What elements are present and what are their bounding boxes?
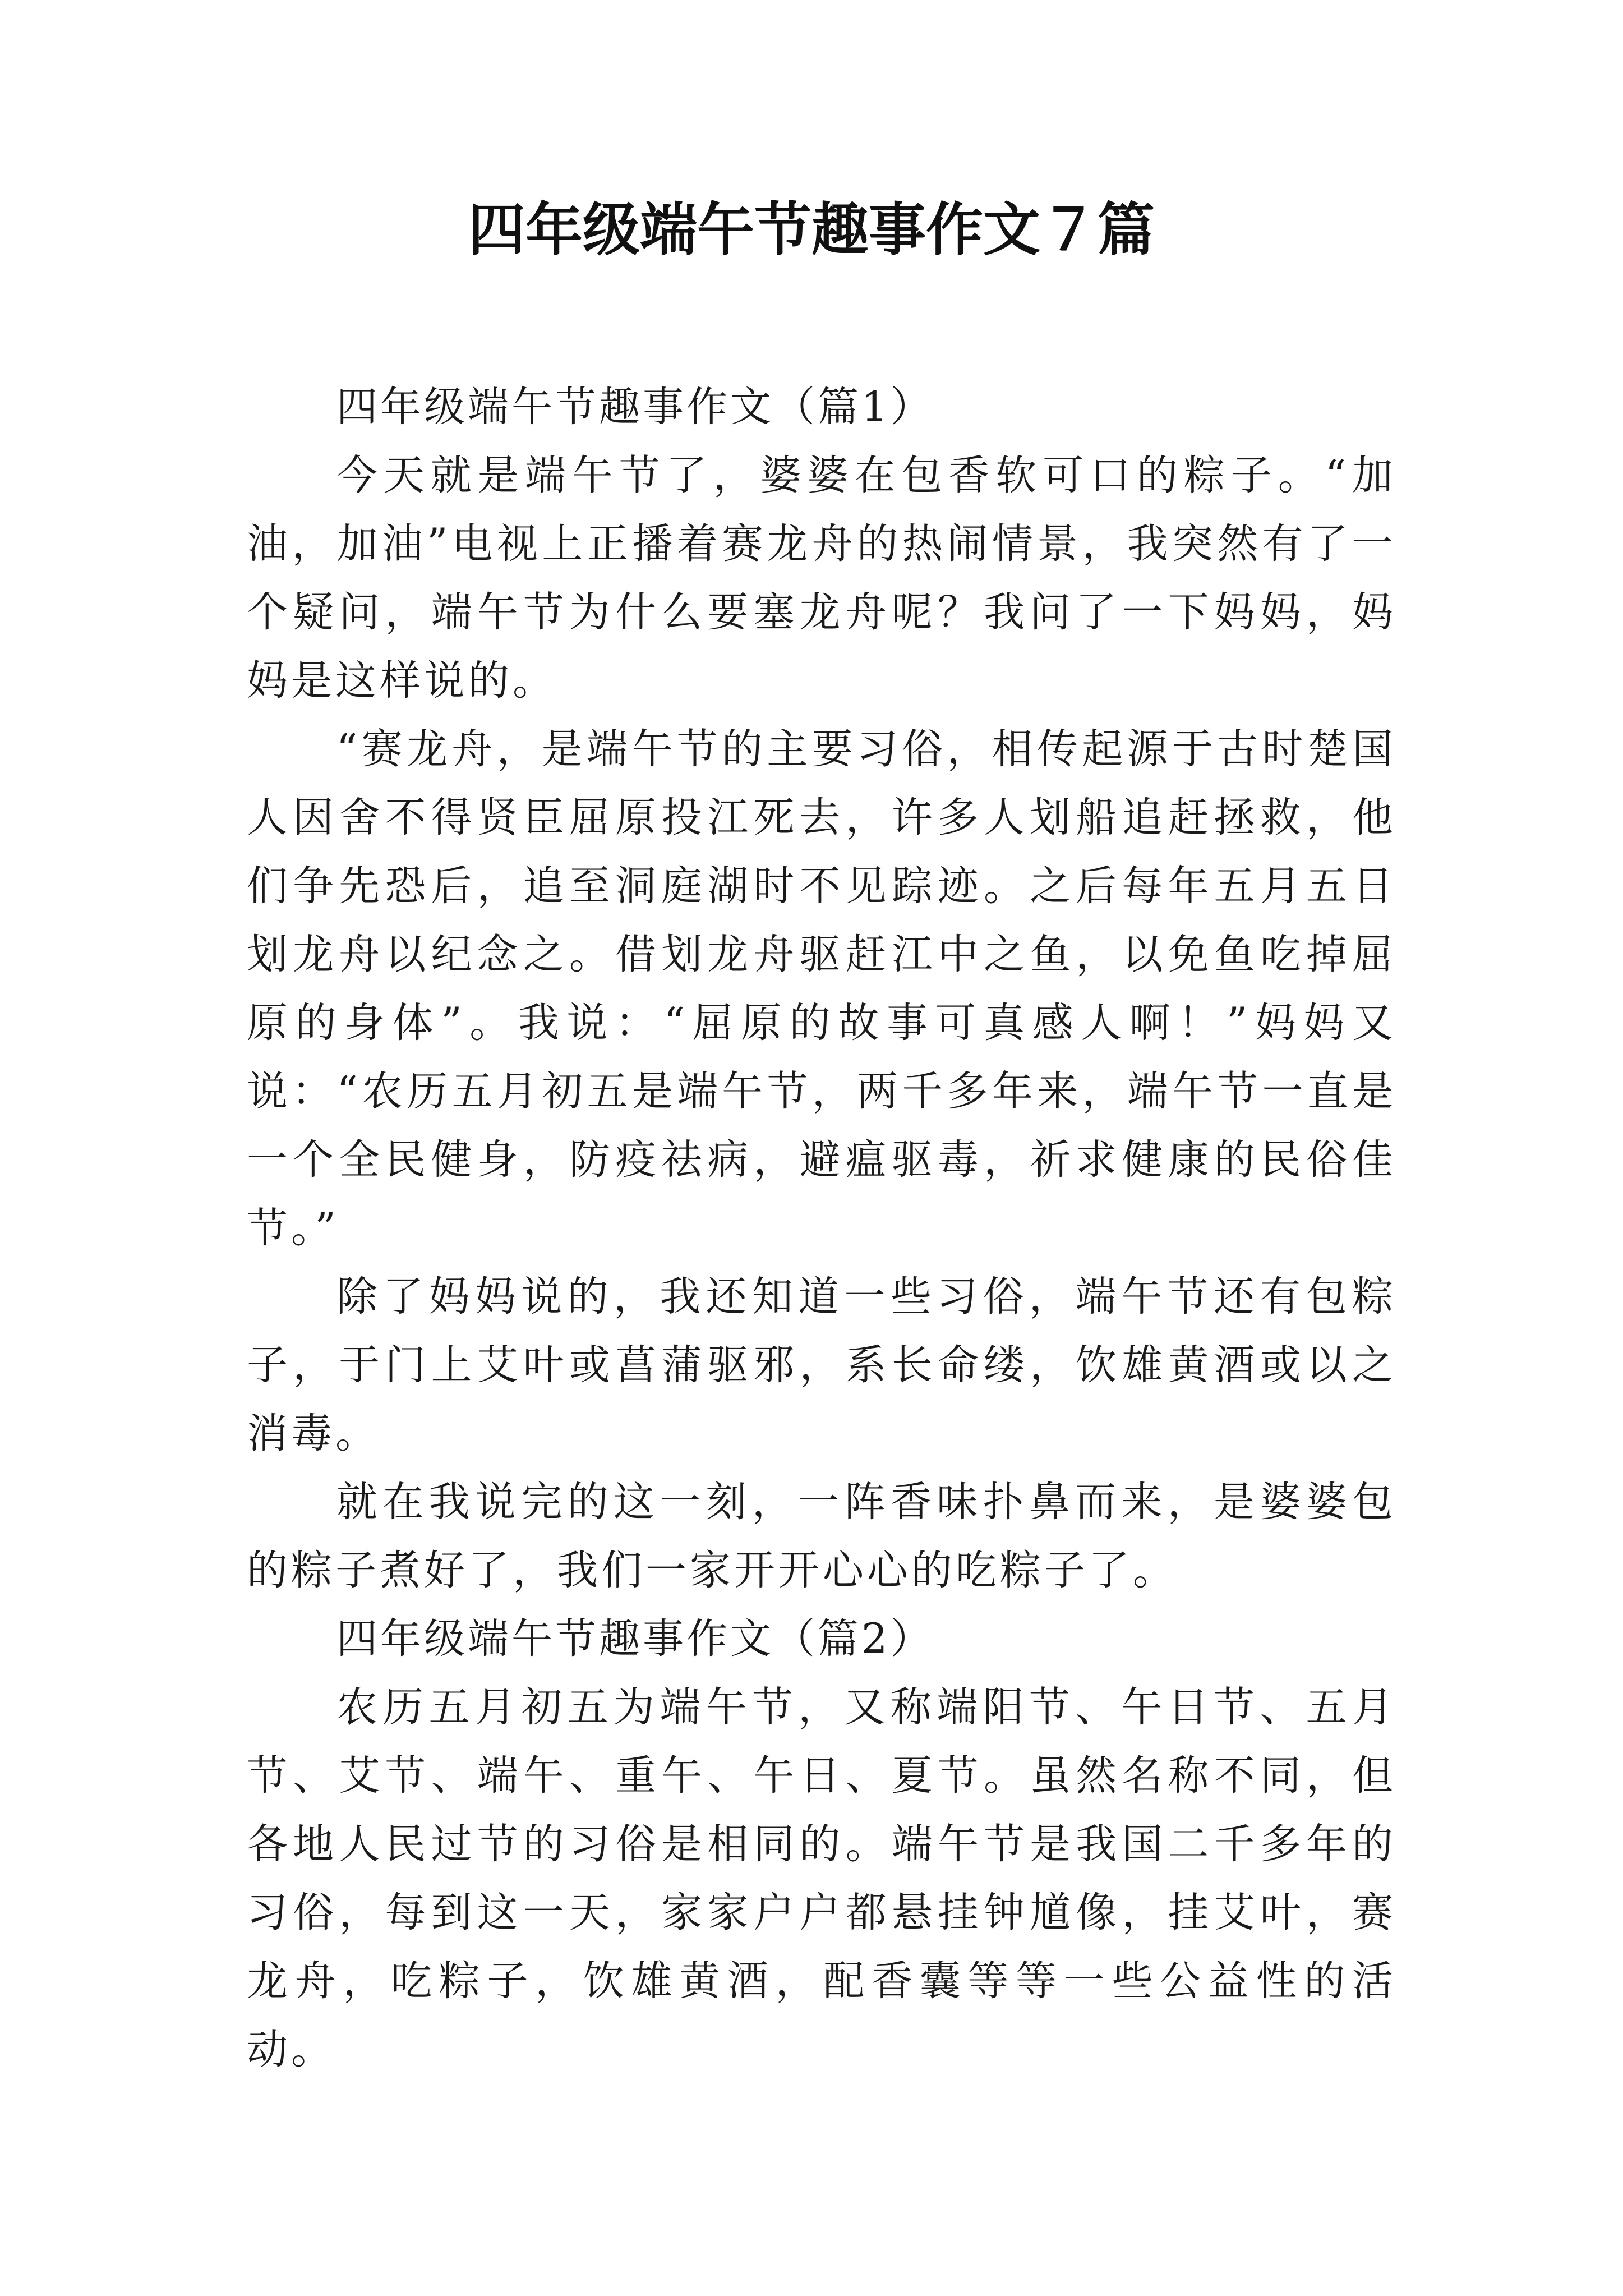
paragraph: 今天就是端午节了，婆婆在包香软可口的粽子。“加油，加油”电视上正播着赛龙舟的热闹情景，我突然有了一个疑问，端午节为什么要塞龙舟呢？我问了一下妈妈，妈妈是这样说的。: [247, 452, 1396, 705]
paragraph: 就在我说完的这一刻，一阵香味扑鼻而来，是婆婆包的粽子煮好了，我们一家开开心心的吃粽子了。: [247, 1478, 1396, 1594]
section-heading-1: 四年级端午节趣事作文（篇1）: [336, 383, 934, 431]
section-heading-2: 四年级端午节趣事作文（篇2）: [336, 1615, 934, 1663]
document-body: [247, 373, 1396, 2084]
document-title: 四年级端午节趣事作文７篇: [468, 196, 1155, 264]
paragraph: “赛龙舟，是端午节的主要习俗，相传起源于古时楚国人因舍不得贤臣屈原投江死去，许多人划船追赶拯救，他们争先恐后，追至洞庭湖时不见踪迹。之后每年五月五日划龙舟以纪念之。借划龙舟驱赶江中之鱼，以免鱼吃掉屈原的身体”。我说：“屈原的故事可真感人啊！”妈妈又说：“农历五月初五是端午节，两千多年来，端午节一直是一个全民健身，防疫祛病，避瘟驱毒，祈求健康的民俗佳节。”: [247, 725, 1396, 1252]
paragraph: 除了妈妈说的，我还知道一些习俗，端午节还有包粽子，于门上艾叶或菖蒲驱邪，系长命缕，饮雄黄酒或以之消毒。: [247, 1273, 1396, 1457]
paragraph: 农历五月初五为端午节，又称端阳节、午日节、五月节、艾节、端午、重午、午日、夏节。虽然名称不同，但各地人民过节的习俗是相同的。端午节是我国二千多年的习俗，每到这一天，家家户户都悬挂钟馗像，挂艾叶，赛龙舟，吃粽子，饮雄黄酒，配香囊等等一些公益性的活动。: [247, 1683, 1396, 2073]
